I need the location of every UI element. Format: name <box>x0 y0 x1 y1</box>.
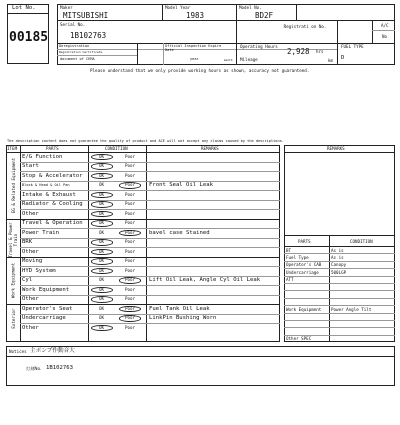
part-label: Moving <box>22 258 43 264</box>
spec-part: Other SPEC <box>286 336 312 342</box>
model-no-label: Model No. <box>239 5 262 10</box>
part-label: E/G Function <box>22 153 63 160</box>
mileage-label: Mileage <box>240 57 258 62</box>
part-label: Other <box>22 210 39 217</box>
part-label: Undercarriage <box>22 315 66 321</box>
selected-condition-oval <box>91 154 113 161</box>
part-label: Cyl <box>22 277 33 283</box>
lot-no-value: 00185 <box>9 30 49 45</box>
condition-ok[interactable]: OK <box>99 267 105 273</box>
selected-condition-oval <box>91 258 113 265</box>
condition-ok[interactable]: OK <box>99 239 105 244</box>
header-condition: CONDITION <box>105 146 128 151</box>
notices-label: Notices <box>9 349 27 354</box>
selected-condition-oval <box>91 239 113 246</box>
part-label: Start <box>22 163 39 169</box>
selected-condition-oval <box>119 315 141 322</box>
selected-condition-oval <box>119 306 141 313</box>
model-year-value: 1983 <box>186 11 205 20</box>
operating-hours-value: 2,928 <box>287 47 310 56</box>
condition-poor[interactable]: Poor <box>125 220 136 225</box>
condition-poor[interactable]: Poor <box>125 305 136 311</box>
spec-part: BT <box>286 247 292 253</box>
condition-ok[interactable]: OK <box>99 220 105 225</box>
condition-ok[interactable]: OK <box>99 324 105 330</box>
right-remarks-header: REMARKS <box>327 146 345 151</box>
selected-condition-oval <box>91 220 113 227</box>
condition-ok[interactable]: OK <box>99 191 105 197</box>
header-parts: PARTS <box>46 146 59 151</box>
selected-condition-oval <box>119 230 141 237</box>
part-label: Block & Head & Oil Pan <box>22 183 70 187</box>
condition-poor[interactable]: Poor <box>125 163 136 168</box>
remark-text: Fuel Tank Oil Leak <box>149 305 210 312</box>
spec-condition: 500LGP <box>331 269 347 275</box>
condition-ok[interactable]: OK <box>99 153 105 159</box>
selected-condition-oval <box>91 287 113 294</box>
serial-label: Serial No. <box>60 22 86 27</box>
spec-condition: As is <box>331 247 344 253</box>
selected-condition-oval <box>91 249 113 256</box>
selected-condition-oval <box>91 163 113 170</box>
maker-label: Maker <box>60 5 73 10</box>
maker-value: MITSUBISHI <box>63 11 109 20</box>
remark-text: LinkPin Bushing Worn <box>149 315 217 321</box>
serial-value: 1B102763 <box>70 31 107 40</box>
spec-part: Work Equipment <box>286 306 322 312</box>
condition-poor[interactable]: Poor <box>125 210 136 216</box>
part-label: Other <box>22 296 39 302</box>
official-inspection-label: Official Inspection Expire Date <box>165 44 222 52</box>
spec-condition: As is <box>331 254 344 260</box>
condition-ok[interactable]: OK <box>99 286 105 292</box>
stamp-value: 1B102763 <box>46 365 73 371</box>
condition-poor[interactable]: Poor <box>125 277 136 282</box>
disclaimer-text: The description content does not guarantee the quality of product and ACE will not accept any claims caused by the descriptions. <box>7 139 284 143</box>
selected-condition-oval <box>91 296 113 303</box>
condition-ok[interactable]: OK <box>99 201 105 206</box>
part-label: Other <box>22 324 39 331</box>
selected-condition-oval <box>91 192 113 199</box>
spec-part: Operator's CAB <box>286 262 322 268</box>
ac-label: A/C <box>381 23 389 28</box>
remark-text: bavel case Stained <box>149 229 210 236</box>
selected-condition-oval <box>91 201 113 208</box>
document-label: document of CEMA <box>60 57 95 61</box>
selected-condition-oval <box>91 173 113 180</box>
spec-part: Undercarriage <box>286 269 319 275</box>
condition-poor[interactable]: Poor <box>125 172 136 178</box>
part-label: Radiator & Cooling <box>22 201 83 207</box>
group-label: Travel & Power Train <box>8 222 18 258</box>
spec-part: Fuel Type <box>286 254 309 260</box>
part-label: Stop & Accelerator <box>22 172 83 179</box>
group-label: Exterior <box>10 308 16 329</box>
condition-poor[interactable]: Poor <box>125 239 136 244</box>
condition-poor[interactable]: Poor <box>125 229 136 235</box>
hrs-label: hrs <box>316 49 324 54</box>
condition-ok[interactable]: OK <box>99 296 105 301</box>
lot-no-label: Lot No. <box>12 5 36 11</box>
registration-label: Registrati on No. <box>283 24 327 29</box>
condition-poor[interactable]: Poor <box>125 324 136 330</box>
condition-poor[interactable]: Poor <box>125 258 136 263</box>
part-label: BRK <box>22 239 33 245</box>
condition-ok[interactable]: OK <box>99 163 105 168</box>
condition-ok[interactable]: OK <box>99 210 105 216</box>
model-year-label: Model Year <box>165 5 191 10</box>
condition-poor[interactable]: Poor <box>125 296 136 301</box>
condition-ok[interactable]: OK <box>99 172 105 178</box>
part-label: HYD System <box>22 267 56 274</box>
header-remarks: REMARKS <box>201 146 219 151</box>
part-label: Other <box>22 248 39 255</box>
condition-poor[interactable]: Poor <box>125 248 136 254</box>
month-label: month <box>224 58 233 62</box>
selected-condition-oval <box>91 268 113 275</box>
condition-ok[interactable]: OK <box>99 258 105 263</box>
condition-poor[interactable]: Poor <box>125 182 136 187</box>
stamp-label: 打刻No. <box>26 366 42 371</box>
year-label: year <box>190 57 199 61</box>
part-label: Power Train <box>22 229 60 236</box>
spec-part: ATT <box>286 277 294 283</box>
spec-condition: Power Angle Tilt <box>331 306 372 312</box>
condition-poor[interactable]: Poor <box>125 191 136 197</box>
model-no-value: BD2F <box>255 11 274 20</box>
ac-value: No <box>382 34 388 39</box>
part-label: Operator's Seat <box>22 305 73 312</box>
part-label: Intake & Exhaust <box>22 191 76 198</box>
selected-condition-oval <box>119 182 141 189</box>
remark-text: Lift Oil Leak, Angle Cyl Oil Leak <box>149 277 261 283</box>
header-item: ITEM <box>7 146 18 151</box>
selected-condition-oval <box>119 277 141 284</box>
condition-poor[interactable]: Poor <box>125 201 136 206</box>
condition-ok[interactable]: OK <box>99 248 105 254</box>
remark-text: Front Seal Oil Leak <box>149 182 213 188</box>
deregistration-label: Deregistration <box>59 44 90 48</box>
right-condition-header: CONDITION <box>350 239 373 244</box>
fuel-type-value: D <box>341 55 345 61</box>
group-label: EG & Related Equipment <box>10 157 16 213</box>
operating-hours-label: Operating Hours <box>240 44 278 49</box>
notices-text: 主ポンプ作動音大 <box>30 348 75 354</box>
right-parts-header: PARTS <box>298 239 311 244</box>
condition-poor[interactable]: Poor <box>125 153 136 159</box>
part-label: Work Equipment <box>22 286 70 293</box>
part-label: Travel & Operation <box>22 220 83 226</box>
selected-condition-oval <box>91 325 113 332</box>
condition-poor[interactable]: Poor <box>125 286 136 292</box>
fuel-type-label: FUEL TYPE <box>341 44 364 49</box>
condition-poor[interactable]: Poor <box>125 315 136 320</box>
registration-certificate-label: Registration Certificate <box>59 50 103 54</box>
condition-ok[interactable]: OK <box>99 305 105 311</box>
selected-condition-oval <box>91 211 113 218</box>
group-label: Work Equipment <box>10 262 16 298</box>
km-label: km <box>328 58 334 63</box>
condition-poor[interactable]: Poor <box>125 267 136 273</box>
condition-ok[interactable]: OK <box>99 315 105 320</box>
working-hours-note: Please understand that we only provide working hours as shown, accuracy not guaranteed. <box>90 68 310 73</box>
spec-condition: Canopy <box>331 262 347 268</box>
condition-ok[interactable]: OK <box>99 277 105 282</box>
condition-ok[interactable]: OK <box>99 182 105 187</box>
condition-ok[interactable]: OK <box>99 229 105 235</box>
